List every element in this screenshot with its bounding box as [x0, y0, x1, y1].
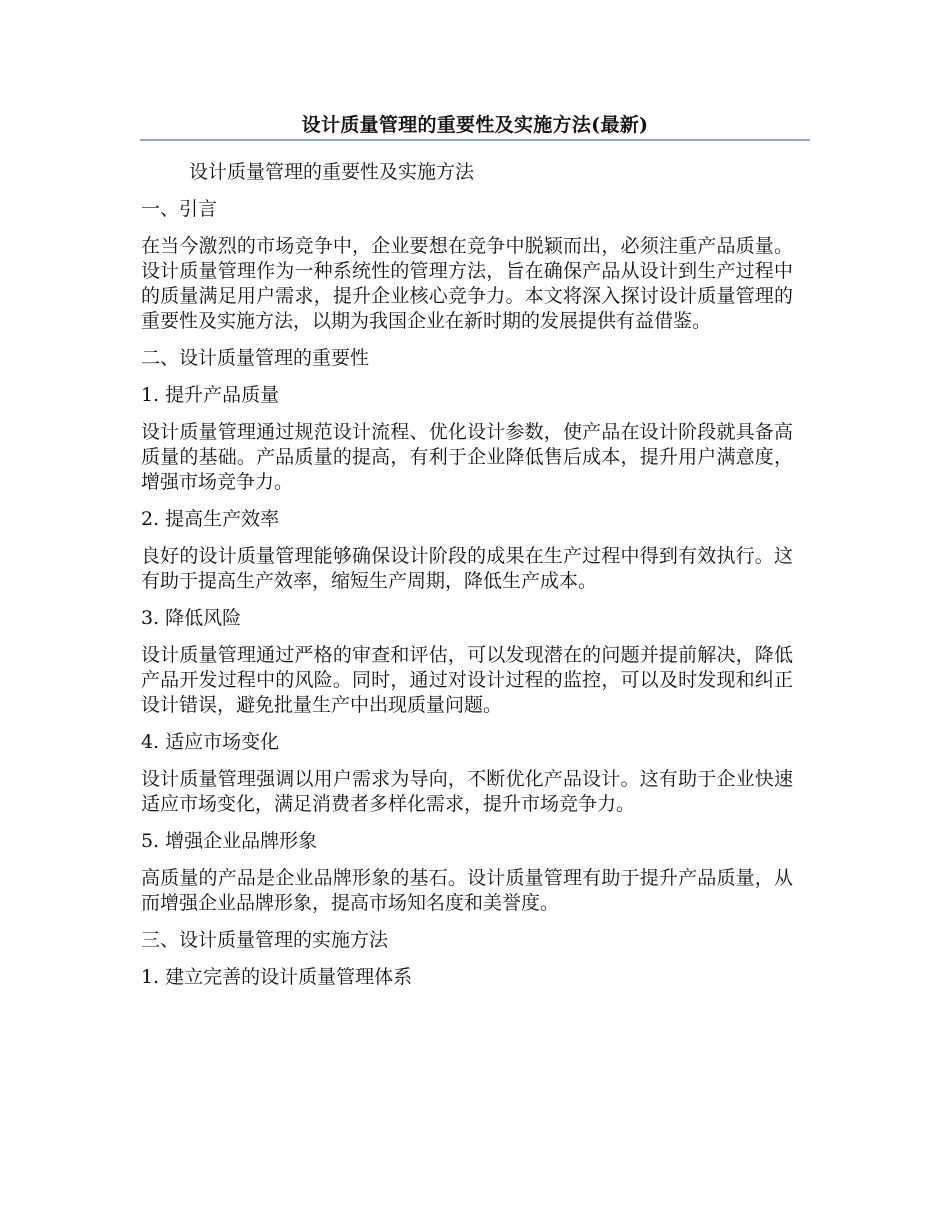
- document-subtitle: 设计质量管理的重要性及实施方法: [189, 161, 475, 183]
- subheading-improve-quality: 1. 提升产品质量: [141, 384, 280, 406]
- section-heading-implementation: 三、设计质量管理的实施方法: [141, 929, 389, 951]
- paragraph-market-adaptation: 设计质量管理强调以用户需求为导向，不断优化产品设计。这有助于企业快速适应市场变化，满足消费者多样化需求，提升市场竞争力。: [141, 768, 793, 815]
- header-title: 设计质量管理的重要性及实施方法(最新): [301, 114, 649, 136]
- subheading-market-adaptation: 4. 适应市场变化: [141, 731, 280, 753]
- subheading-management-system: 1. 建立完善的设计质量管理体系: [141, 966, 413, 988]
- paragraph-production-efficiency: 良好的设计质量管理能够确保设计阶段的成果在生产过程中得到有效执行。这有助于提高生产效率，缩短生产周期，降低生产成本。: [141, 545, 793, 592]
- paragraph-reduce-risk: 设计质量管理通过严格的审查和评估，可以发现潜在的问题并提前解决，降低产品开发过程中的风险。同时，通过对设计过程的监控，可以及时发现和纠正设计错误，避免批量生产中出现质量问题。: [141, 644, 793, 716]
- document-body: [141, 160, 793, 1002]
- subheading-production-efficiency: 2. 提高生产效率: [141, 508, 280, 530]
- section-heading-intro: 一、引言: [141, 198, 218, 220]
- subheading-reduce-risk: 3. 降低风险: [141, 607, 242, 629]
- paragraph-improve-quality: 设计质量管理通过规范设计流程、优化设计参数，使产品在设计阶段就具备高质量的基础。产品质量的提高，有利于企业降低售后成本，提升用户满意度，增强市场竞争力。: [141, 421, 793, 493]
- section-heading-importance: 二、设计质量管理的重要性: [141, 347, 370, 369]
- subheading-brand-image: 5. 增强企业品牌形象: [141, 830, 318, 852]
- paragraph-intro: 在当今激烈的市场竞争中，企业要想在竞争中脱颖而出，必须注重产品质量。设计质量管理作为一种系统性的管理方法，旨在确保产品从设计到生产过程中的质量满足用户需求，提升企业核心竞争力。本文将深入探讨设计质量管理的重要性及实施方法，以期为我国企业在新时期的发展提供有益借鉴。: [141, 235, 793, 332]
- paragraph-brand-image: 高质量的产品是企业品牌形象的基石。设计质量管理有助于提升产品质量，从而增强企业品牌形象，提高市场知名度和美誉度。: [141, 867, 793, 914]
- header-divider: [140, 139, 810, 141]
